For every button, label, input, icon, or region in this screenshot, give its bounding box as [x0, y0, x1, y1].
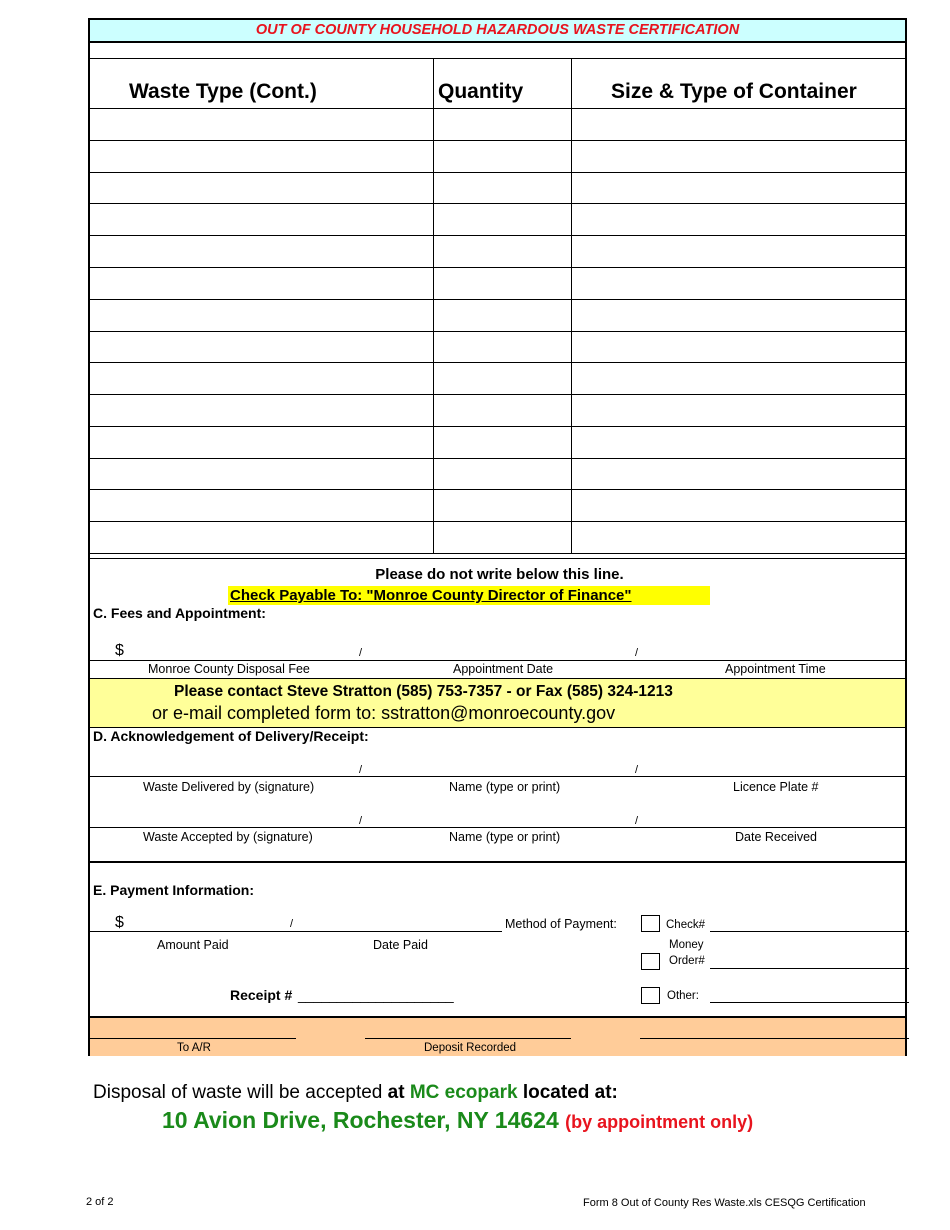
disposal-text-post: located at: — [517, 1082, 618, 1103]
money-order-line[interactable] — [710, 968, 909, 969]
container-cell[interactable] — [572, 300, 905, 330]
waste-type-cell[interactable] — [90, 459, 433, 489]
fee-signature-line — [90, 660, 905, 661]
container-cell[interactable] — [572, 490, 905, 520]
waste-type-cell[interactable] — [90, 490, 433, 520]
delivery-separator-2: / — [635, 764, 639, 776]
column-header-quantity: Quantity — [438, 80, 524, 103]
disposal-text-pre: Disposal of waste will be accepted — [93, 1082, 388, 1103]
certification-form — [88, 18, 907, 1056]
contact-band — [90, 678, 905, 728]
label-disposal-fee: Monroe County Disposal Fee — [148, 662, 310, 676]
money-order-checkbox[interactable] — [641, 953, 660, 970]
header-divider — [90, 58, 905, 59]
disposal-text-at: at — [387, 1082, 410, 1103]
fee-dollar-sign: $ — [115, 642, 124, 659]
deposit-recorded-label: Deposit Recorded — [424, 1042, 517, 1054]
to-ar-label: To A/R — [177, 1042, 211, 1054]
page-number: 2 of 2 — [86, 1196, 114, 1208]
label-accepted-name: Name (type or print) — [449, 830, 561, 844]
container-cell[interactable] — [572, 109, 905, 139]
quantity-cell[interactable] — [434, 427, 571, 457]
container-cell[interactable] — [572, 363, 905, 393]
accepted-signature-line — [90, 827, 905, 828]
fee-field-separator: / — [359, 647, 363, 659]
container-cell[interactable] — [572, 522, 905, 552]
table-double-line — [90, 558, 905, 559]
amount-field-separator: / — [290, 918, 294, 930]
quantity-cell[interactable] — [434, 204, 571, 234]
label-date-received: Date Received — [735, 830, 817, 844]
waste-type-cell[interactable] — [90, 363, 433, 393]
quantity-cell[interactable] — [434, 268, 571, 298]
check-number-line[interactable] — [710, 931, 909, 932]
quantity-cell[interactable] — [434, 490, 571, 520]
delivery-separator-1: / — [359, 764, 363, 776]
disposal-location-text — [93, 1082, 618, 1104]
ecopark-address: 10 Avion Drive, Rochester, NY 14624 — [162, 1107, 559, 1133]
container-cell[interactable] — [572, 332, 905, 362]
section-d-title: D. Acknowledgement of Delivery/Receipt: — [93, 728, 369, 744]
label-waste-delivered-by: Waste Delivered by (signature) — [143, 780, 315, 794]
container-cell[interactable] — [572, 141, 905, 171]
column-header-waste-type: Waste Type (Cont.) — [129, 80, 317, 103]
method-of-payment-label: Method of Payment: — [505, 917, 617, 931]
delivery-signature-line — [90, 776, 905, 777]
appointment-field-separator: / — [635, 647, 639, 659]
quantity-cell[interactable] — [434, 332, 571, 362]
form-title: OUT OF COUNTY HOUSEHOLD HAZARDOUS WASTE CERTIFICATION — [90, 20, 905, 43]
container-cell[interactable] — [572, 268, 905, 298]
label-waste-accepted-by: Waste Accepted by (signature) — [143, 830, 313, 844]
receipt-number-label: Receipt # — [230, 987, 293, 1003]
container-cell[interactable] — [572, 236, 905, 266]
container-cell[interactable] — [572, 427, 905, 457]
contact-phone-fax: Please contact Steve Stratton (585) 753-7357 - or Fax (585) 324-1213 — [174, 683, 673, 700]
amount-dollar-sign: $ — [115, 914, 124, 931]
waste-type-cell[interactable] — [90, 204, 433, 234]
disposal-address-line — [162, 1107, 753, 1134]
container-cell[interactable] — [572, 395, 905, 425]
waste-type-cell[interactable] — [90, 300, 433, 330]
quantity-cell[interactable] — [434, 173, 571, 203]
waste-type-cell[interactable] — [90, 173, 433, 203]
label-amount-paid: Amount Paid — [157, 938, 229, 952]
other-payment-line[interactable] — [710, 1002, 909, 1003]
other-payment-label: Other: — [667, 990, 699, 1002]
quantity-cell[interactable] — [434, 363, 571, 393]
quantity-cell[interactable] — [434, 459, 571, 489]
label-delivery-name: Name (type or print) — [449, 780, 561, 794]
receipt-number-field[interactable]: ____________________ — [298, 987, 454, 1003]
office-use-band — [90, 1016, 905, 1056]
waste-type-cell[interactable] — [90, 522, 433, 552]
to-ar-line — [90, 1038, 296, 1039]
contact-email: or e-mail completed form to: sstratton@monroecounty.gov — [152, 703, 616, 723]
container-cell[interactable] — [572, 459, 905, 489]
quantity-cell[interactable] — [434, 522, 571, 552]
column-header-container: Size & Type of Container — [611, 80, 857, 103]
form-file-name: Form 8 Out of County Res Waste.xls CESQG Certification — [583, 1197, 866, 1209]
section-d-bottom-line — [90, 861, 905, 863]
mc-ecopark-name: MC ecopark — [409, 1082, 518, 1103]
label-licence-plate: Licence Plate # — [733, 780, 819, 794]
waste-type-cell[interactable] — [90, 332, 433, 362]
waste-type-cell[interactable] — [90, 141, 433, 171]
section-c-title: C. Fees and Appointment: — [93, 605, 266, 621]
container-cell[interactable] — [572, 204, 905, 234]
appointment-only-note: (by appointment only) — [565, 1112, 754, 1132]
waste-type-cell[interactable] — [90, 236, 433, 266]
check-number-label: Check# — [666, 919, 705, 931]
check-payable-highlight — [228, 586, 710, 605]
waste-type-cell[interactable] — [90, 109, 433, 139]
quantity-cell[interactable] — [434, 300, 571, 330]
table-bottom-line — [90, 553, 905, 554]
other-payment-checkbox[interactable] — [641, 987, 660, 1004]
office-extra-line — [640, 1038, 909, 1039]
quantity-cell[interactable] — [434, 109, 571, 139]
accepted-separator-2: / — [635, 815, 639, 827]
waste-type-cell[interactable] — [90, 427, 433, 457]
waste-type-cell[interactable] — [90, 395, 433, 425]
waste-type-cell[interactable] — [90, 268, 433, 298]
quantity-cell[interactable] — [434, 141, 571, 171]
label-appointment-time: Appointment Time — [725, 662, 826, 676]
container-cell[interactable] — [572, 173, 905, 203]
quantity-cell[interactable] — [434, 395, 571, 425]
amount-paid-line — [90, 931, 502, 932]
money-order-label-top: Money — [669, 939, 704, 951]
accepted-separator-1: / — [359, 815, 363, 827]
label-appointment-date: Appointment Date — [453, 662, 554, 676]
check-payable-text: Check Payable To: "Monroe County Director of Finance" — [230, 587, 632, 604]
do-not-write-notice: Please do not write below this line. — [375, 566, 624, 583]
label-date-paid: Date Paid — [373, 938, 428, 952]
quantity-cell[interactable] — [434, 236, 571, 266]
section-e-title: E. Payment Information: — [93, 882, 255, 898]
money-order-label-bottom: Order# — [669, 955, 705, 967]
check-checkbox[interactable] — [641, 915, 660, 932]
deposit-recorded-line — [365, 1038, 571, 1039]
